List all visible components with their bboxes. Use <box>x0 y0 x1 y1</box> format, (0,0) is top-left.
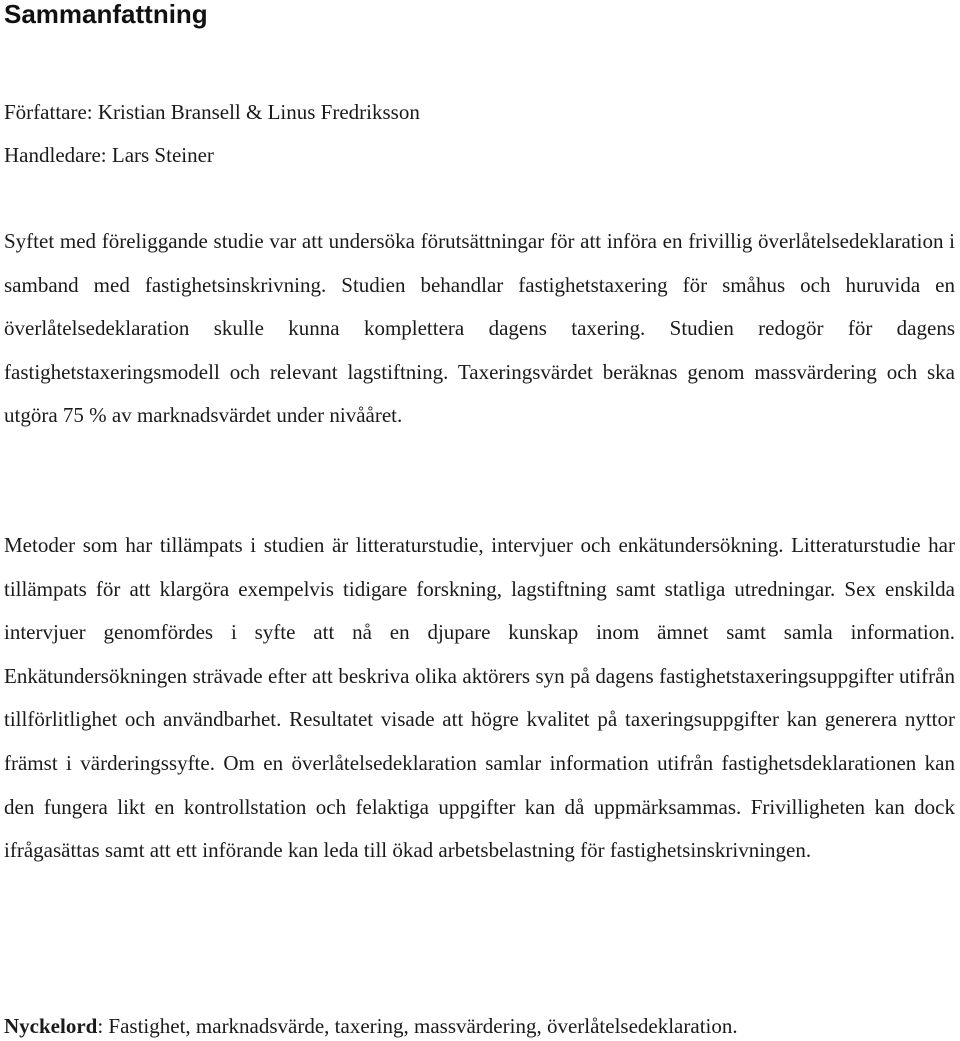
summary-paragraph-purpose: Syftet med föreliggande studie var att undersöka förutsättningar för att införa en frivillig överlåtelsedeklaration i samband med fastighetsinskrivning. Studien behandlar fastighetstaxering för småhus och huruvida en överlåtelsedeklaration skulle kunna komplettera dagens taxering. Studien redogör för dagens fastighetstaxeringsmodell och relevant lagstiftning. Taxeringsvärdet beräknas genom massvärdering och ska utgöra 75 % av marknadsvärdet under nivååret. <box>4 229 955 428</box>
supervisor-line: Handledare: Lars Steiner <box>4 143 214 167</box>
authors-line: Författare: Kristian Bransell & Linus Fredriksson <box>4 100 420 124</box>
keywords-line <box>4 1014 738 1038</box>
keywords-text: : Fastighet, marknadsvärde, taxering, massvärdering, överlåtelsedeklaration. <box>97 1014 738 1038</box>
summary-paragraph-methods: Metoder som har tillämpats i studien är litteraturstudie, intervjuer och enkätundersökning. Litteraturstudie har tillämpats för att klargöra exempelvis tidigare forskning, lagstiftning samt statliga utredningar. Sex enskilda intervjuer genomfördes i syfte att nå en djupare kunskap inom ämnet samt samla information. Enkätundersökningen strävade efter att beskriva olika aktörers syn på dagens fastighetstaxeringsuppgifter utifrån tillförlitlighet och användbarhet. Resultatet visade att högre kvalitet på taxeringsuppgifter kan generera nyttor främst i värderingssyfte. Om en överlåtelsedeklaration samlar information utifrån fastighetsdeklarationen kan den fungera likt en kontrollstation och felaktiga uppgifter kan då uppmärksammas. Frivilligheten kan dock ifrågasättas samt att ett införande kan leda till ökad arbetsbelastning för fastighetsinskrivningen. <box>4 533 955 863</box>
page-title: Sammanfattning <box>4 0 208 29</box>
keywords-label: Nyckelord <box>4 1014 98 1038</box>
